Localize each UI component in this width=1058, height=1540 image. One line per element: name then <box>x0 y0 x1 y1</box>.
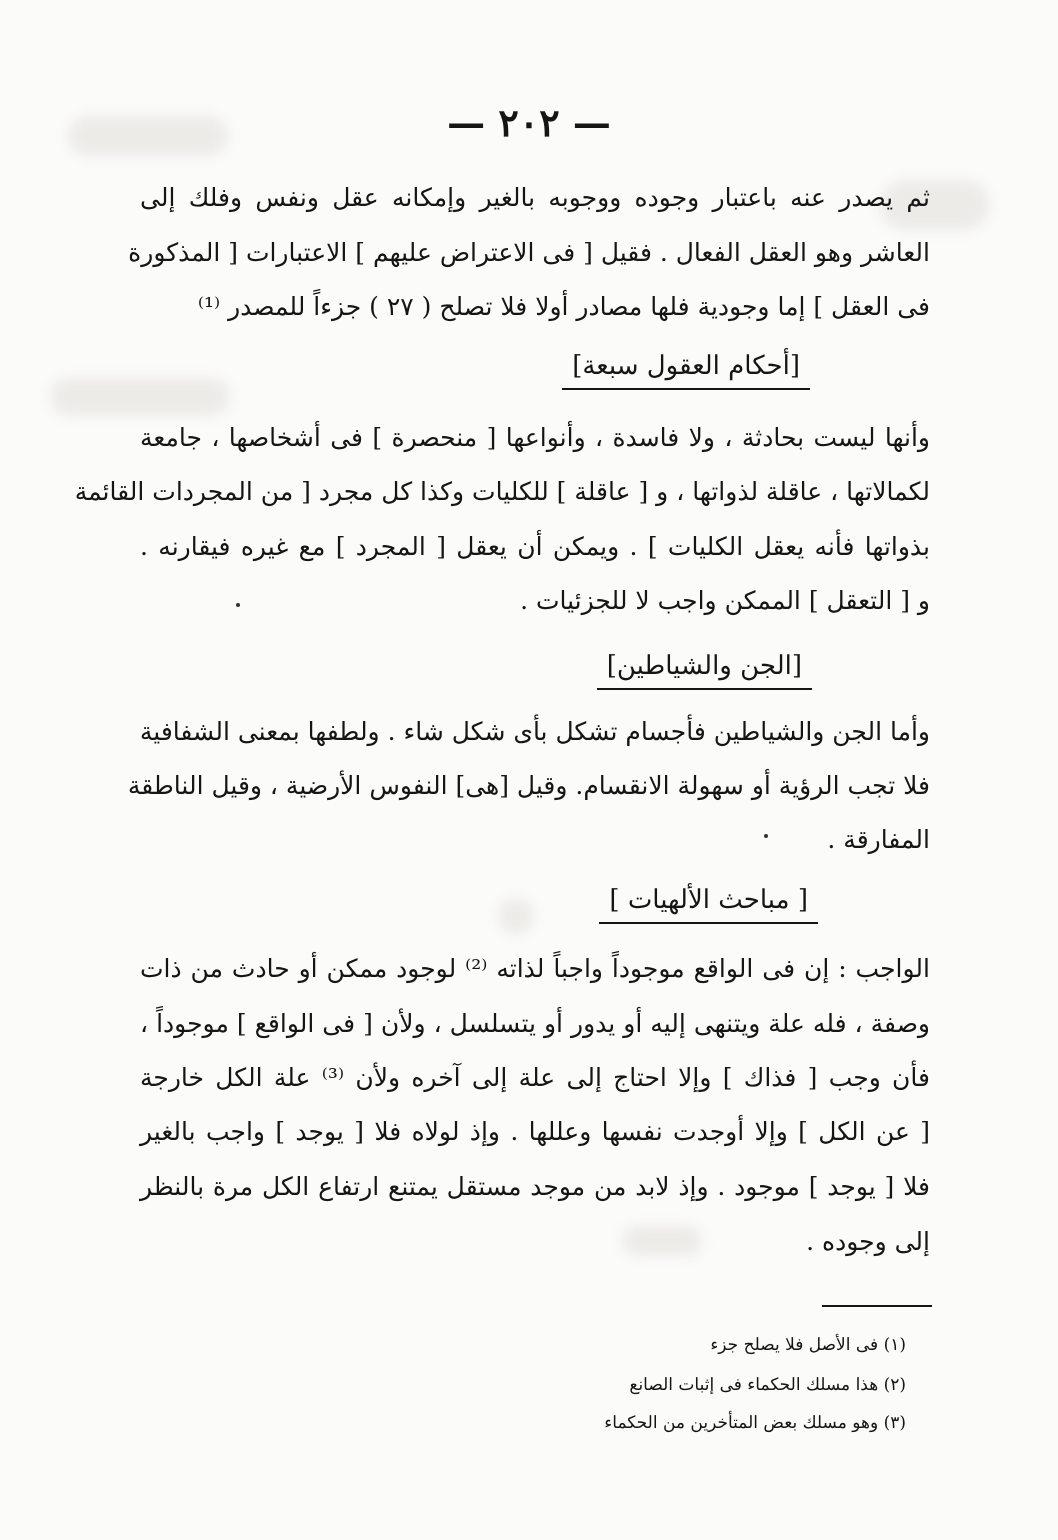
text-line: فلا [ يوجد ] موجود . وإذ لابد من موجد مستقل يمتنع ارتفاع الكل مرة بالنظر <box>140 1172 930 1201</box>
section-heading-jinn: [الجن والشياطين] <box>597 646 812 690</box>
text-line: فى العقل ] إما وجودية فلها مصادر أولا فلا تصلح ( ٢٧ ) جزءاً للمصدر ⁽¹⁾ <box>197 292 930 321</box>
scan-smudge <box>498 898 534 934</box>
footnote: (٣) وهو مسلك بعض المتأخرين من الحكماء <box>604 1413 906 1433</box>
text-line: وأما الجن والشياطين فأجسام تشكل بأى شكل شاء . ولطفها بمعنى الشفافية <box>139 717 930 746</box>
text-line: [ عن الكل ] وإلا أوجدت نفسها وعللها . وإذ لولاه فلا [ يوجد ] واجب بالغير <box>140 1117 930 1146</box>
text-line: وصفة ، فله علة ويتنهى إليه أو يدور أو يتسلسل ، ولأن [ فى الواقع ] موجوداً ، <box>140 1009 930 1038</box>
section-heading-divinity: [ مباحث الألهيات ] <box>599 880 818 924</box>
text-line: وأنها ليست بحادثة ، ولا فاسدة ، وأنواعها [ منحصرة ] فى أشخاصها ، جامعة <box>140 423 930 452</box>
text-line: فلا تجب الرؤية أو سهولة الانقسام. وقيل [هى] النفوس الأرضية ، وقيل الناطقة <box>127 771 930 800</box>
text-line: الواجب : إن فى الواقع موجوداً واجباً لذاته ⁽²⁾ لوجود ممكن أو حادث من ذات <box>140 954 930 983</box>
text-line: بذواتها فأنه يعقل الكليات ] . ويمكن أن يعقل [ المجرد ] مع غيره فيقارنه . <box>140 532 930 561</box>
text-line: فأن وجب [ فذاك ] وإلا احتاج إلى علة إلى آخره ولأن ⁽³⁾ علة الكل خارجة <box>140 1063 930 1092</box>
footnote: (٢) هذا مسلك الحكماء فى إثبات الصانع <box>629 1375 906 1395</box>
text-line: و [ التعقل ] الممكن واجب لا للجزئيات . <box>520 586 930 615</box>
text-line: إلى وجوده . <box>806 1227 930 1256</box>
section-heading-intellects: [أحكام العقول سبعة] <box>562 346 810 390</box>
footnote-separator <box>822 1305 932 1307</box>
text-line: لكمالاتها ، عاقلة لذواتها ، و [ عاقلة ] للكليات وكذا كل مجرد [ من المجردات القائمة <box>74 477 930 506</box>
footnote: (١) فى الأصل فلا يصلح جزء <box>710 1335 906 1355</box>
page-number: — ٢٠٢ — <box>447 100 611 145</box>
text-line: المفارقة . <box>827 825 930 854</box>
scan-smudge <box>50 378 230 416</box>
text-line: ثم يصدر عنه باعتبار وجوده ووجوبه بالغير وإمكانه عقل ونفس وفلك إلى <box>140 183 930 212</box>
text-line: العاشر وهو العقل الفعال . فقيل [ فى الاعتراض عليهم ] الاعتبارات [ المذكورة <box>128 238 930 267</box>
